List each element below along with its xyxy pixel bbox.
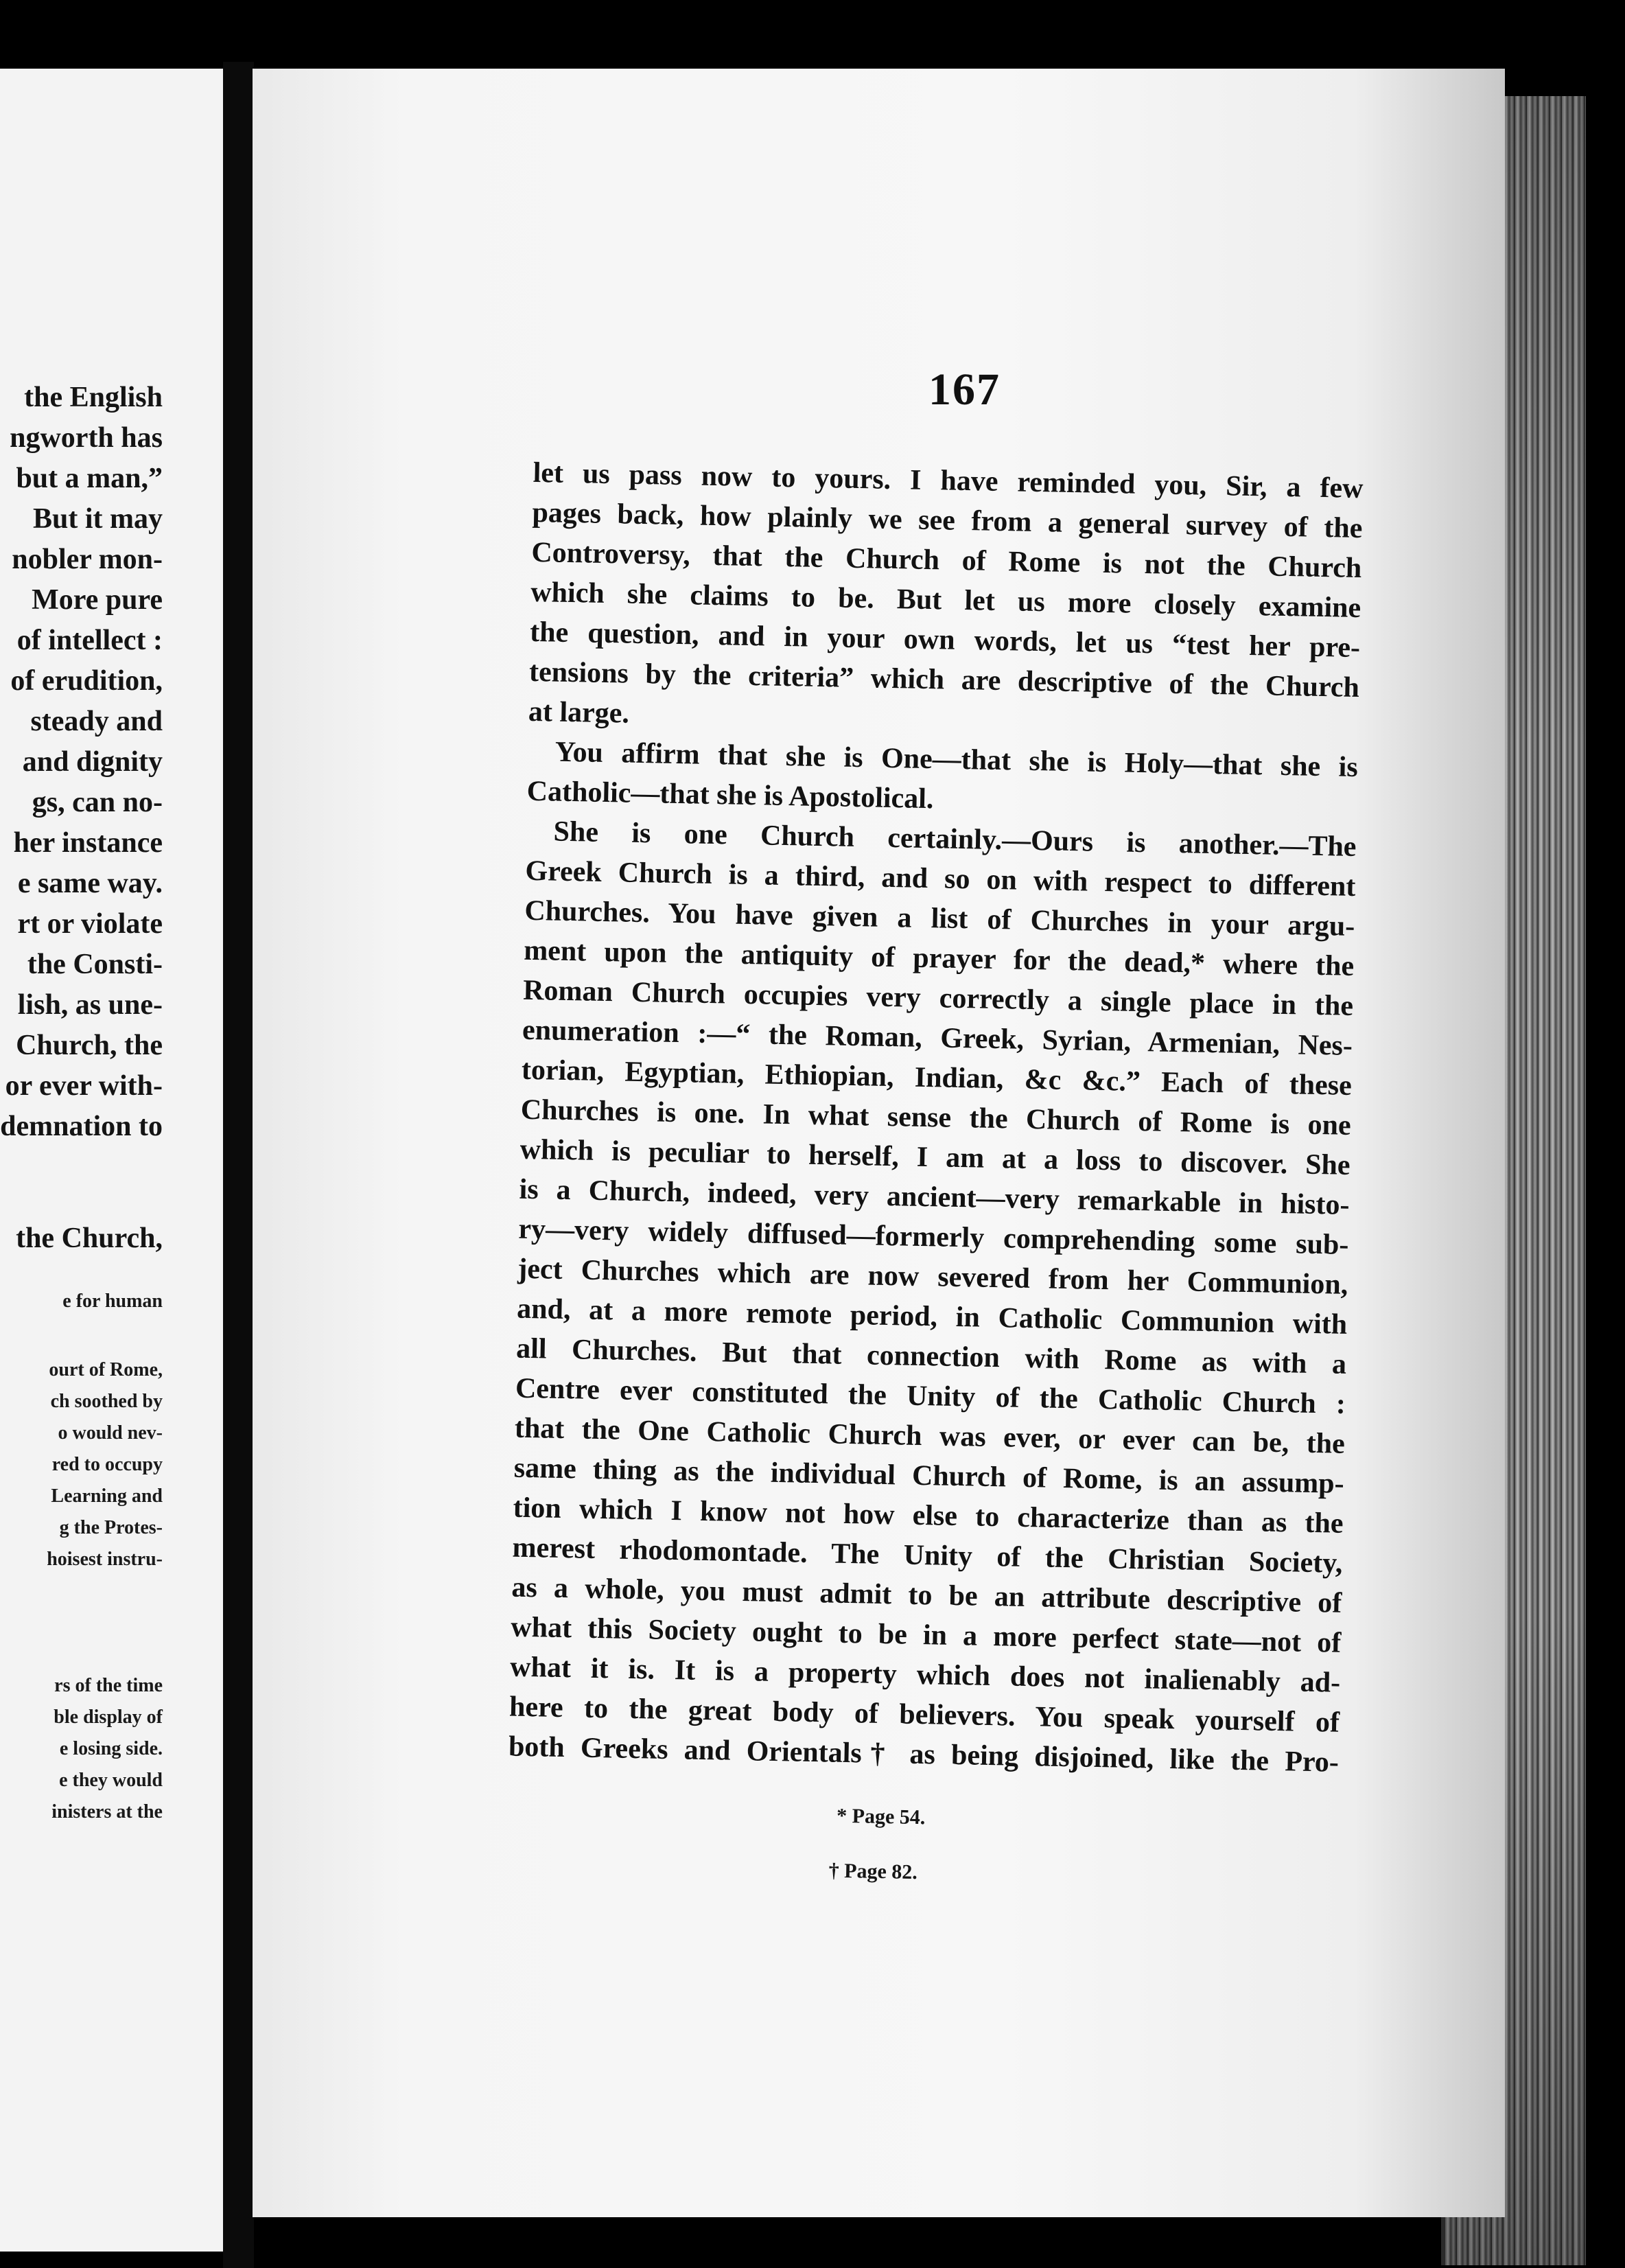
left-line: ngworth has [10, 422, 163, 454]
body-line: as a whole, you must admit to be an attribute descriptive of [511, 1571, 1342, 1619]
body-line: torian, Egyptian, Ethiopian, Indian, &c &c.” Each of these [521, 1054, 1353, 1102]
left-line: or ever with- [5, 1070, 163, 1102]
left-footnote-line: red to occupy [51, 1454, 163, 1475]
body-line: ry—very widely diffused—formerly comprehending some sub- [518, 1213, 1349, 1261]
left-footnote-line: hoisest instru- [47, 1549, 163, 1570]
left-line: But it may [33, 503, 163, 535]
body-line: ment upon the antiquity of prayer for the dead,* where the [523, 934, 1355, 982]
left-footnote-line: e for human [62, 1291, 163, 1312]
left-line: e same way. [17, 868, 163, 899]
book-gutter [223, 62, 254, 2268]
body-line: Centre ever constituted the Unity of the Catholic Church : [515, 1372, 1346, 1420]
left-footnote-line: e they would [59, 1770, 163, 1791]
body-line: what it is. It is a property which does not inalienably ad- [509, 1651, 1341, 1699]
body-line: tensions by the criteria” which are descriptive of the Church [528, 656, 1360, 704]
left-line: and dignity [22, 746, 163, 778]
left-line: gs, can no- [32, 787, 163, 818]
left-footnote-line: o would nev- [58, 1422, 163, 1444]
body-line: Controversy, that the Church of Rome is not the Church [531, 536, 1362, 585]
left-line: of intellect : [16, 625, 163, 656]
left-footnote-line: g the Protes- [59, 1517, 163, 1538]
body-line: here to the great body of believers. You speak yourself of [508, 1691, 1340, 1739]
left-line: the Church, [16, 1223, 163, 1254]
left-line: rt or violate [17, 908, 163, 940]
left-line: nobler mon- [12, 544, 163, 575]
body-line: both Greeks and Orientals† as being disjoined, like the Pro- [508, 1731, 1340, 1779]
body-line: pages back, how plainly we see from a general survey of the [532, 496, 1363, 545]
right-page [253, 69, 1505, 2217]
body-line: merest rhodomontade. The Unity of the Christian Society, [512, 1531, 1343, 1579]
left-footnote-line: Learning and [51, 1485, 163, 1507]
body-line: Roman Church occupies very correctly a single place in the [522, 974, 1354, 1022]
body-line: let us pass now to yours. I have reminded you, Sir, a few [533, 456, 1364, 505]
footnote-1: * Page 54. [836, 1804, 926, 1829]
body-line: at large. [528, 695, 630, 730]
body-line: that the One Catholic Church was ever, or ever can be, the [514, 1412, 1346, 1460]
body-line: enumeration :—“ the Roman, Greek, Syrian, Armenian, Nes- [522, 1014, 1353, 1062]
left-line: her instance [13, 827, 163, 859]
left-line: More pure [32, 584, 163, 616]
footnote-2: † Page 82. [828, 1859, 918, 1884]
body-line: all Churches. But that connection with Rome as with a [515, 1332, 1347, 1380]
left-line: the English [24, 382, 163, 413]
body-line: what this Society ought to be in a more perfect state—not of [510, 1611, 1342, 1659]
left-line: lish, as une- [17, 989, 163, 1021]
body-line: ject Churches which are now severed from her Communion, [517, 1253, 1348, 1301]
left-line: but a man,” [16, 463, 163, 494]
left-footnote-line: ourt of Rome, [49, 1359, 163, 1380]
left-footnote-line: rs of the time [54, 1675, 163, 1696]
body-line: She is one Church certainly.—Ours is another.—The [553, 815, 1357, 864]
body-line: same thing as the individual Church of Rome, is an assump- [513, 1452, 1345, 1500]
body-line: Catholic—that she is Apostolical. [526, 775, 934, 815]
body-line: is a Church, indeed, very ancient—very remarkable in histo- [519, 1173, 1350, 1221]
left-footnote-line: inisters at the [51, 1801, 163, 1822]
left-line: the Consti- [27, 949, 163, 980]
left-line: steady and [30, 706, 163, 737]
left-line: of erudition, [10, 665, 163, 697]
body-line: You affirm that she is One—that she is Holy—that she is [554, 736, 1359, 784]
body-line: Greek Church is a third, and so on with respect to different [525, 855, 1356, 903]
left-page [0, 69, 223, 2252]
left-line: demnation to [0, 1111, 163, 1142]
left-footnote-line: ble display of [54, 1706, 163, 1728]
left-footnote-line: e losing side. [59, 1738, 163, 1759]
body-line: which she claims to be. But let us more closely examine [530, 576, 1361, 625]
left-line: Church, the [16, 1030, 163, 1061]
body-line: Churches. You have given a list of Churches in your argu- [524, 894, 1355, 942]
left-footnote-line: ch soothed by [50, 1391, 163, 1412]
body-line: tion which I know not how else to characterize than as the [513, 1492, 1344, 1540]
body-line: and, at a more remote period, in Catholic Communion with [516, 1293, 1348, 1341]
body-line: which is peculiar to herself, I am at a loss to discover. She [519, 1133, 1351, 1181]
body-line: the question, and in your own words, let us “test her pre- [529, 616, 1361, 664]
body-line: Churches is one. In what sense the Church of Rome is one [520, 1094, 1352, 1142]
page-number: 167 [928, 364, 1001, 415]
